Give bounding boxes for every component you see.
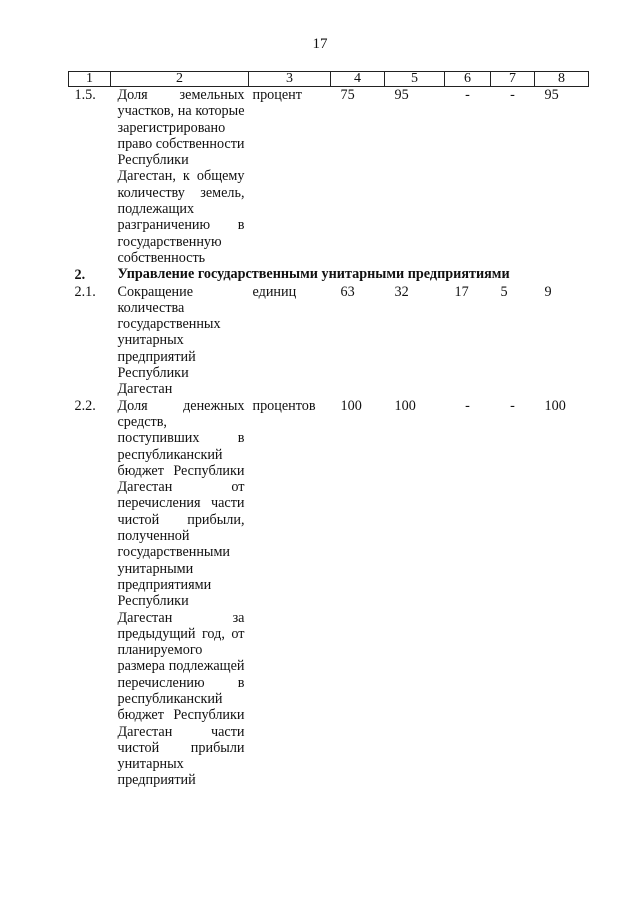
value-cell: 100: [394, 397, 416, 414]
value-cell: 32: [394, 283, 409, 300]
row-number: 1.5.: [74, 87, 96, 103]
row-number: 2.1.: [74, 283, 96, 300]
column-header: 6: [445, 72, 491, 87]
unit-cell: единиц: [252, 283, 297, 300]
value-cell: -: [510, 397, 515, 414]
section-title: Управление государственными унитарными предприятиями: [117, 266, 510, 283]
indicator-table: [68, 71, 589, 789]
value-cell: 100: [340, 397, 362, 414]
column-header: 4: [331, 72, 385, 87]
table-header-row: [69, 72, 589, 87]
section-row: [69, 266, 589, 283]
column-header: 8: [535, 72, 589, 87]
value-cell: 95: [544, 87, 559, 103]
table-row: [69, 398, 589, 789]
value-cell: -: [510, 87, 515, 103]
table-row: [69, 284, 589, 398]
value-cell: 9: [544, 283, 552, 300]
value-cell: 95: [394, 87, 409, 103]
value-cell: 75: [340, 87, 355, 103]
value-cell: 17: [454, 283, 469, 300]
section-number: 2.: [74, 267, 86, 284]
value-cell: -: [465, 397, 470, 414]
indicator-name: Доля денежных средств, поступивших в республиканский бюджет Республики Дагестан от перечисления части чистой прибыли, полученной государственными унитарными предприятиями Республики Дагестан за предыдущий год, от планируемого размера подлежащей перечислению в республиканский бюджет Республики Дагестан части чистой прибыли унитарных предприятий: [117, 397, 245, 789]
column-header: 1: [69, 72, 111, 87]
column-header: 7: [491, 72, 535, 87]
page-number: 17: [312, 36, 328, 52]
unit-cell: процентов: [252, 397, 316, 414]
value-cell: 5: [500, 283, 508, 300]
value-cell: 100: [544, 397, 566, 414]
table-row: [69, 87, 589, 267]
indicator-name: Доля земельных участков, на которые зарегистрировано право собственности Республики Дагестан, к общему количеству земель, подлежащих разграничению в государственную собственность: [117, 87, 245, 266]
value-cell: -: [465, 87, 470, 103]
unit-cell: процент: [252, 87, 302, 103]
column-header: 3: [249, 72, 331, 87]
indicator-name: Сокращение количества государственных унитарных предприятий Республики Дагестан: [117, 283, 221, 398]
value-cell: 63: [340, 283, 355, 300]
row-number: 2.2.: [74, 397, 96, 414]
column-header: 2: [111, 72, 249, 87]
column-header: 5: [385, 72, 445, 87]
